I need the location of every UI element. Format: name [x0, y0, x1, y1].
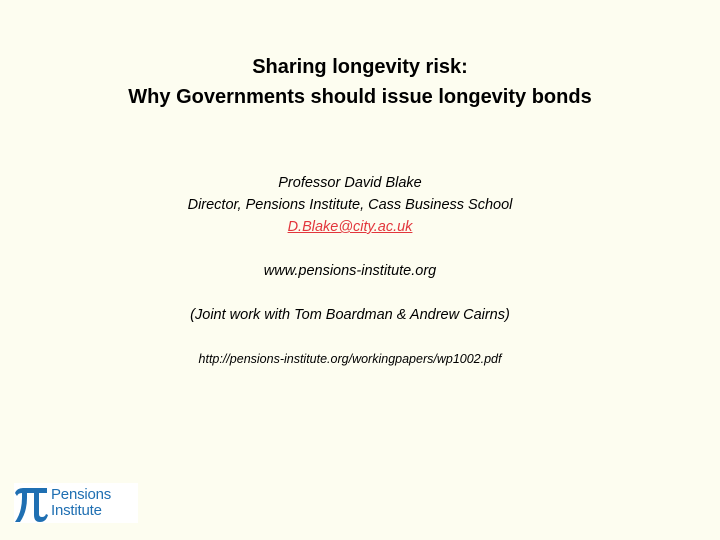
email-link[interactable]: D.Blake@city.ac.uk	[287, 219, 413, 235]
title-line-1: Sharing longevity risk:	[252, 56, 468, 78]
author-name: Professor David Blake	[278, 175, 422, 191]
slide-title	[0, 52, 720, 112]
pi-icon	[14, 484, 48, 522]
slide-body	[0, 172, 700, 370]
website-text: www.pensions-institute.org	[263, 263, 437, 279]
logo-line-2: Institute	[51, 502, 102, 519]
logo-line-1: Pensions	[51, 486, 112, 503]
paper-url: http://pensions-institute.org/workingpapers/wp1002.pdf	[198, 352, 502, 366]
pensions-institute-logo	[14, 483, 138, 523]
joint-work-note: (Joint work with Tom Boardman & Andrew Cairns)	[190, 307, 510, 323]
title-line-2: Why Governments should issue longevity bonds	[128, 86, 592, 108]
author-affiliation: Director, Pensions Institute, Cass Business School	[187, 197, 513, 213]
